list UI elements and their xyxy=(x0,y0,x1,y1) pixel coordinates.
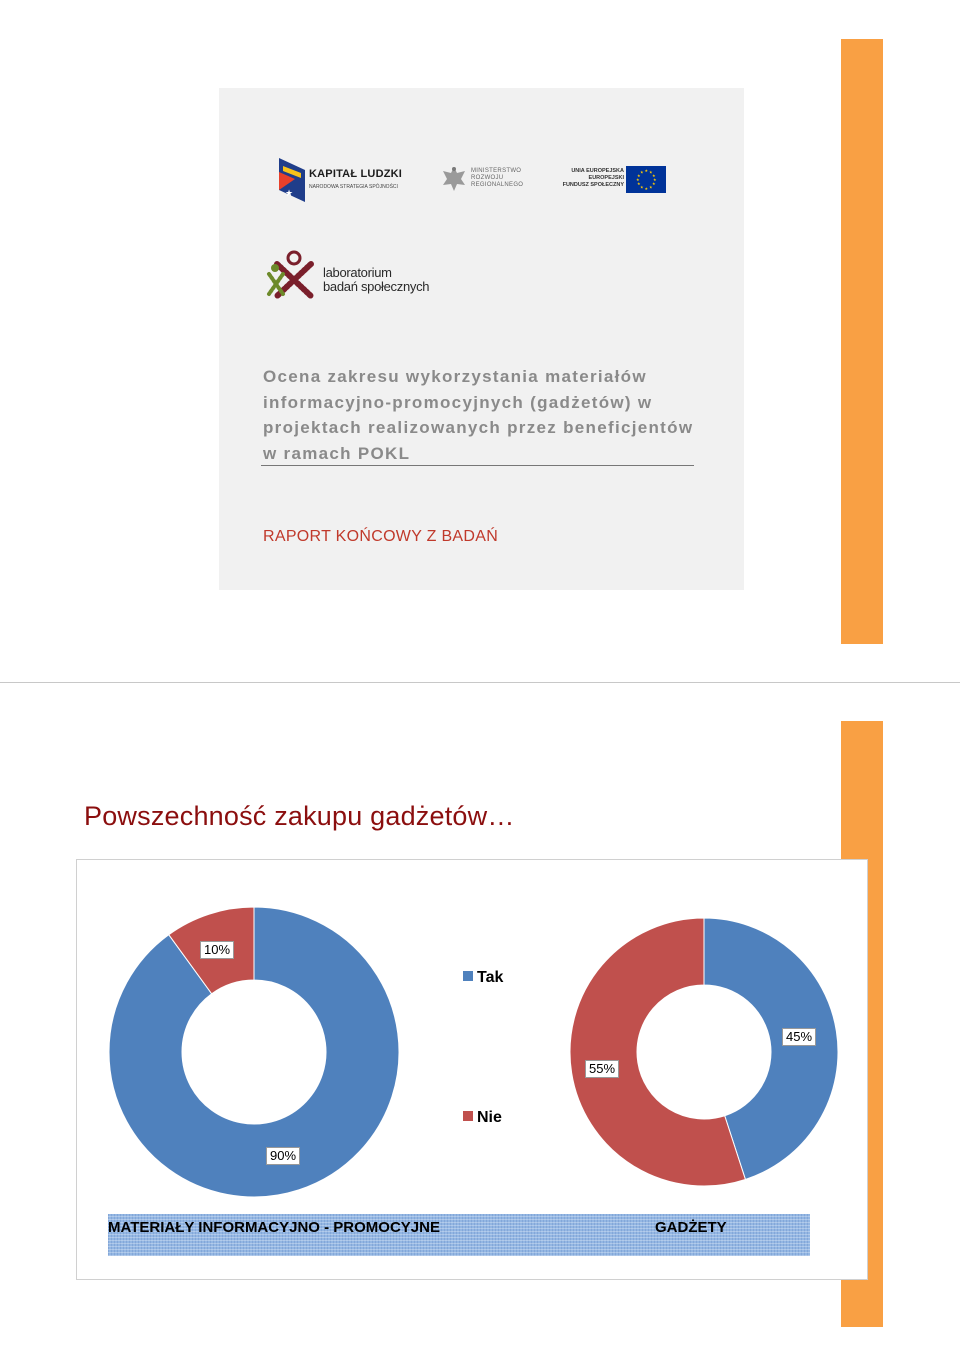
accent-bar xyxy=(841,39,883,644)
donut1-label-tak: 90% xyxy=(266,1147,300,1165)
chart-area xyxy=(76,859,868,1280)
category-materials-label: MATERIAŁY INFORMACYJNO - PROMOCYJNE xyxy=(108,1219,440,1236)
svg-text:★: ★ xyxy=(649,169,653,175)
legend-tak-label: Tak xyxy=(477,969,504,986)
svg-text:★: ★ xyxy=(652,181,656,186)
eagle-emblem-icon xyxy=(441,165,467,193)
legend-tak xyxy=(463,969,503,987)
report-subtitle: RAPORT KOŃCOWY Z BADAŃ xyxy=(263,528,499,545)
legend-nie xyxy=(463,1109,502,1127)
kapital-ludzki-title: KAPITAŁ LUDZKI xyxy=(309,168,403,180)
kapital-ludzki-subtitle: NARODOWA STRATEGIA SPÓJNOŚCI xyxy=(309,184,398,190)
kapital-ludzki-emblem-icon xyxy=(277,156,307,204)
svg-text:★: ★ xyxy=(653,177,657,182)
svg-text:★: ★ xyxy=(644,168,649,173)
ministerstwo-logo xyxy=(441,165,541,197)
slide-cover xyxy=(0,0,960,683)
kapital-ludzki-logo xyxy=(277,156,407,204)
report-title: Ocena zakresu wykorzystania materiałów informacyjno-promocyjnych (gadżetów) w projektach realizowanych przez beneficjentów w ramach POKL xyxy=(263,367,694,463)
laboratorium-logo xyxy=(261,250,451,308)
svg-text:★: ★ xyxy=(637,172,641,178)
donut1-label-nie: 10% xyxy=(200,941,234,959)
category-band xyxy=(108,1214,810,1256)
slide-gadgets xyxy=(0,683,960,1367)
cover-page xyxy=(219,88,744,590)
title-divider xyxy=(261,465,694,466)
ue-text: UNIA EUROPEJSKA EUROPEJSKI FUNDUSZ SPOŁECZNY xyxy=(562,168,624,188)
svg-text:★: ★ xyxy=(636,177,640,182)
donut2-label-nie: 55% xyxy=(585,1060,619,1078)
category-gadgets-label: GADŻETY xyxy=(655,1219,727,1236)
eu-flag-icon xyxy=(626,166,666,193)
slide-title: Powszechność zakupu gadżetów… xyxy=(84,801,515,831)
ministerstwo-text: MINISTERSTWO ROZWOJU REGIONALNEGO xyxy=(471,168,524,188)
svg-text:★: ★ xyxy=(640,184,644,190)
ue-logo xyxy=(562,166,670,194)
legend-nie-label: Nie xyxy=(477,1109,502,1126)
people-emblem-icon xyxy=(261,250,319,308)
svg-text:★: ★ xyxy=(652,172,656,178)
svg-text:★: ★ xyxy=(285,189,294,199)
svg-text:★: ★ xyxy=(637,181,641,186)
donut2-label-tak: 45% xyxy=(782,1028,816,1046)
laboratorium-text: laboratorium badań społecznych xyxy=(323,265,430,294)
legend-tak-swatch xyxy=(463,971,473,981)
legend-nie-swatch xyxy=(463,1111,473,1121)
svg-text:★: ★ xyxy=(649,184,653,190)
svg-text:★: ★ xyxy=(640,169,644,175)
svg-text:★: ★ xyxy=(644,185,649,191)
